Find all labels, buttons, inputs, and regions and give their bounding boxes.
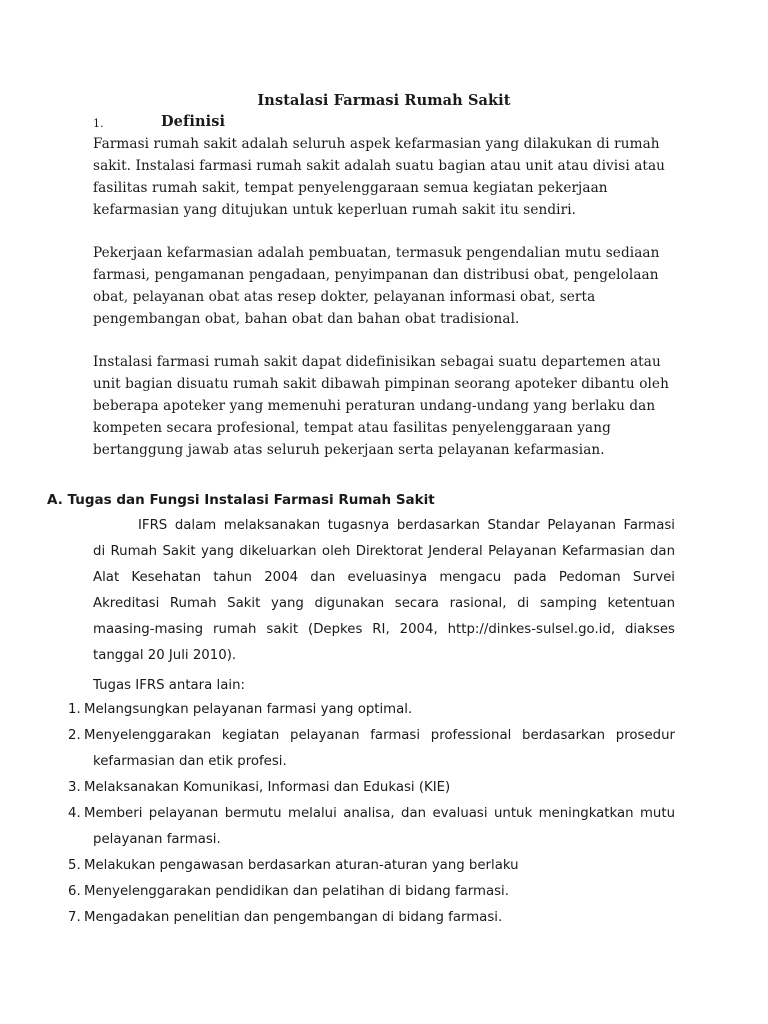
list-item bbox=[0, 775, 768, 801]
paragraph-line: Pekerjaan kefarmasian adalah pembuatan, termasuk pengendalian mutu sediaan bbox=[93, 245, 660, 261]
paragraph-line: fasilitas rumah sakit, tempat penyelenggaraan semua kegiatan pekerjaan bbox=[93, 180, 608, 196]
list-item-number: 3. bbox=[68, 780, 81, 795]
paragraph-line: kefarmasian yang ditujukan untuk keperluan rumah sakit itu sendiri. bbox=[93, 202, 577, 218]
paragraph-line: obat, pelayanan obat atas resep dokter, pelayanan informasi obat, serta bbox=[93, 289, 596, 305]
section-a-heading: A. Tugas dan Fungsi Instalasi Farmasi Rumah Sakit bbox=[47, 492, 435, 508]
paragraph-line: Farmasi rumah sakit adalah seluruh aspek kefarmasian yang dilakukan di rumah bbox=[93, 136, 660, 152]
paragraph-line: kompeten secara profesional, tempat atau fasilitas penyelenggaraan yang bbox=[93, 420, 611, 436]
list-item-text: Melaksanakan Komunikasi, Informasi dan Edukasi (KIE) bbox=[84, 780, 451, 795]
list-item-text-continued: kefarmasian dan etik profesi. bbox=[93, 754, 287, 769]
document-title: Instalasi Farmasi Rumah Sakit bbox=[257, 92, 511, 109]
list-item-text: Menyelenggarakan pendidikan dan pelatihan di bidang farmasi. bbox=[84, 884, 509, 899]
list-item-number: 5. bbox=[68, 858, 81, 873]
list-item bbox=[0, 801, 768, 827]
definition-number: 1. bbox=[93, 117, 104, 130]
paragraph-line: farmasi, pengamanan pengadaan, penyimpanan dan distribusi obat, pengelolaan bbox=[93, 267, 659, 283]
list-item bbox=[0, 879, 768, 905]
list-item bbox=[0, 723, 768, 749]
list-item-text-continued: pelayanan farmasi. bbox=[93, 832, 221, 847]
paragraph-line: unit bagian disuatu rumah sakit dibawah pimpinan seorang apoteker dibantu oleh bbox=[93, 376, 669, 392]
intro-line: maasing-masing rumah sakit (Depkes RI, 2004, http://dinkes-sulsel.go.id, diakses bbox=[93, 622, 675, 637]
list-item-continuation bbox=[0, 827, 768, 853]
definition-heading: Definisi bbox=[161, 113, 226, 130]
list-item-text: Memberi pelayanan bermutu melalui analisa, dan evaluasi untuk meningkatkan mutu bbox=[84, 806, 675, 821]
paragraph-line: Instalasi farmasi rumah sakit dapat didefinisikan sebagai suatu departemen atau bbox=[93, 354, 661, 370]
intro-line: Alat Kesehatan tahun 2004 dan eveluasinya mengacu pada Pedoman Survei bbox=[93, 570, 675, 585]
list-item-text: Mengadakan penelitian dan pengembangan di bidang farmasi. bbox=[84, 910, 503, 925]
list-item-text: Melakukan pengawasan berdasarkan aturan-aturan yang berlaku bbox=[84, 858, 519, 873]
intro-line: IFRS dalam melaksanakan tugasnya berdasarkan Standar Pelayanan Farmasi bbox=[138, 518, 675, 533]
intro-line: di Rumah Sakit yang dikeluarkan oleh Direktorat Jenderal Pelayanan Kefarmasian dan bbox=[93, 544, 675, 559]
list-item-text: Melangsungkan pelayanan farmasi yang optimal. bbox=[84, 702, 413, 717]
list-item bbox=[0, 905, 768, 931]
paragraph-line: beberapa apoteker yang memenuhi peraturan undang-undang yang berlaku dan bbox=[93, 398, 656, 414]
section-a-intro bbox=[93, 513, 675, 669]
list-item-number: 7. bbox=[68, 910, 81, 925]
intro-line: tanggal 20 Juli 2010). bbox=[93, 648, 237, 663]
tasks-list bbox=[0, 697, 768, 931]
intro-line: Akreditasi Rumah Sakit yang digunakan secara rasional, di samping ketentuan bbox=[93, 596, 675, 611]
list-item-number: 2. bbox=[68, 728, 81, 743]
list-item bbox=[0, 853, 768, 879]
list-item-text: Menyelenggarakan kegiatan pelayanan farmasi professional berdasarkan prosedur bbox=[84, 728, 675, 743]
list-item bbox=[0, 697, 768, 723]
paragraph-line: bertanggung jawab atas seluruh pekerjaan serta pelayanan kefarmasian. bbox=[93, 442, 605, 458]
definition-paragraph-3 bbox=[93, 351, 693, 461]
list-item-number: 6. bbox=[68, 884, 81, 899]
list-item-number: 1. bbox=[68, 702, 81, 717]
list-item-continuation bbox=[0, 749, 768, 775]
list-item-number: 4. bbox=[68, 806, 81, 821]
definition-paragraph-1 bbox=[93, 133, 693, 221]
paragraph-line: pengembangan obat, bahan obat dan bahan obat tradisional. bbox=[93, 311, 520, 327]
definition-paragraph-2 bbox=[93, 242, 693, 330]
tasks-label: Tugas IFRS antara lain: bbox=[93, 678, 245, 693]
paragraph-line: sakit. Instalasi farmasi rumah sakit adalah suatu bagian atau unit atau divisi atau bbox=[93, 158, 666, 174]
